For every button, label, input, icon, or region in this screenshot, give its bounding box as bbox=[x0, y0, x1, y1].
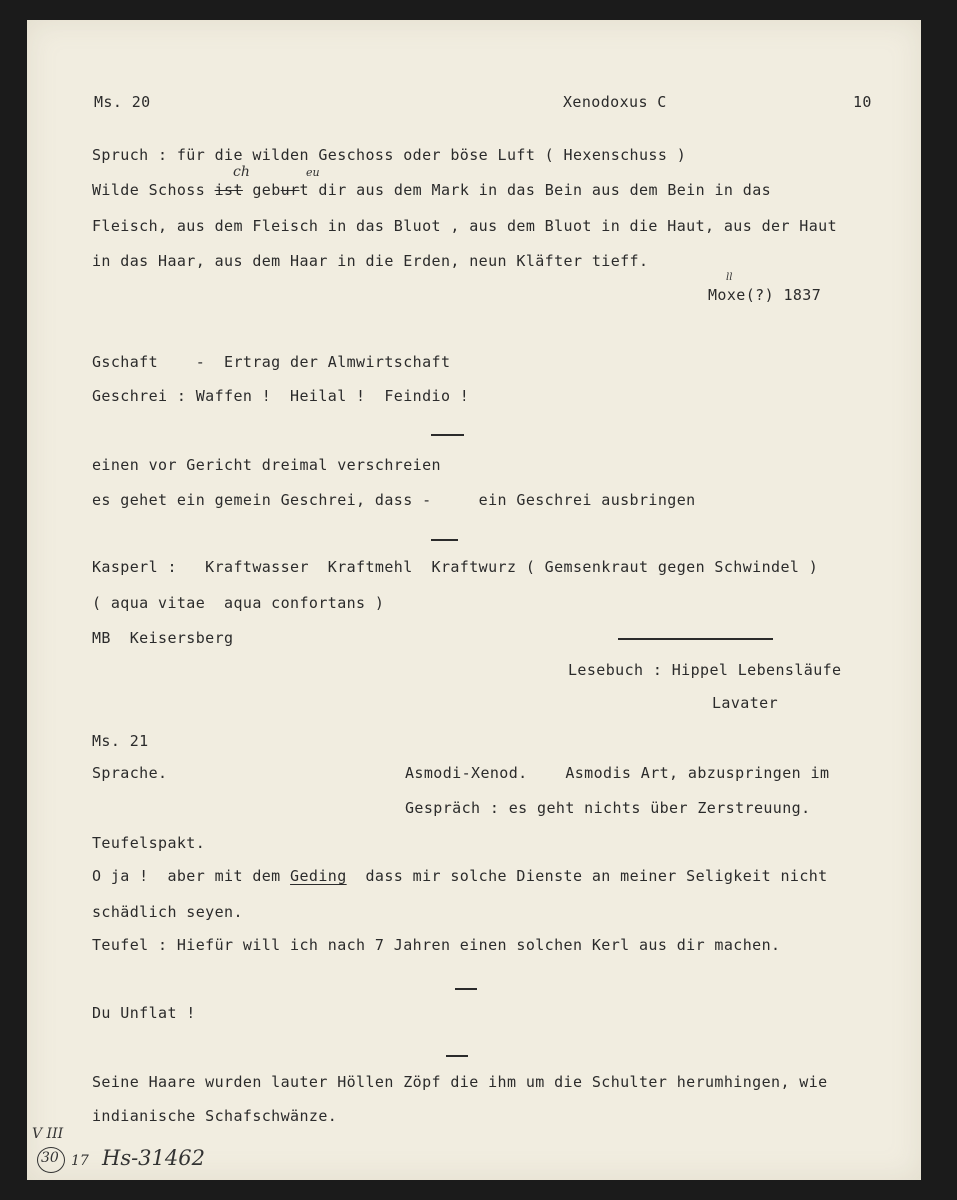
archive-number: 17 bbox=[71, 1153, 89, 1169]
section-divider bbox=[446, 1055, 468, 1057]
lesebuch-line: Lesebuch : Hippel Lebensläufe bbox=[568, 661, 842, 679]
haare-line-1: Seine Haare wurden lauter Höllen Zöpf die ihm um die Schulter herumhingen, wie bbox=[92, 1073, 828, 1091]
gschaft-line: Gschaft - Ertrag der Almwirtschaft bbox=[92, 353, 451, 371]
spruch-line-1: Wilde Schoss ist geburt dir aus dem Mark in das Bein aus dem Bein in das bbox=[92, 181, 772, 199]
manuscript-number-21: Ms. 21 bbox=[92, 732, 149, 750]
asmodi-line-1: Asmodi-Xenod. Asmodis Art, abzuspringen im bbox=[405, 764, 830, 782]
page-number: 10 bbox=[853, 93, 872, 111]
section-divider bbox=[455, 988, 477, 990]
teufel-line: Teufel : Hiefür will ich nach 7 Jahren einen solchen Kerl aus dir machen. bbox=[92, 936, 781, 954]
spruch-title: Spruch : für die wilden Geschoss oder böse Luft ( Hexenschuss ) bbox=[92, 146, 687, 164]
sprache-line: Sprache. bbox=[92, 764, 168, 782]
archive-circle-number: 30 bbox=[41, 1150, 59, 1166]
handwritten-insert-ch: ch bbox=[233, 164, 250, 180]
schaedlich-line: schädlich seyen. bbox=[92, 903, 243, 921]
handwritten-insert-source: ll bbox=[726, 272, 733, 283]
archive-roman-numeral: V III bbox=[32, 1126, 64, 1142]
section-divider bbox=[431, 434, 464, 436]
spruch-source: Moxe(?) 1837 bbox=[708, 286, 822, 304]
haare-line-2: indianische Schafschwänze. bbox=[92, 1107, 338, 1125]
spruch-line-2: Fleisch, aus dem Fleisch in das Bluot , aus dem Bluot in die Haut, aus der Haut bbox=[92, 217, 838, 235]
gericht-line-1: einen vor Gericht dreimal verschreien bbox=[92, 456, 441, 474]
unflat-line: Du Unflat ! bbox=[92, 1004, 196, 1022]
handwritten-insert-eu: eu bbox=[306, 166, 320, 179]
gericht-line-2: es gehet ein gemein Geschrei, dass - ein Geschrei ausbringen bbox=[92, 491, 696, 509]
mb-line: MB Keisersberg bbox=[92, 629, 234, 647]
page-title: Xenodoxus C bbox=[563, 93, 667, 111]
lavater-line: Lavater bbox=[712, 694, 779, 712]
archive-signature: Hs-31462 bbox=[102, 1146, 205, 1170]
kasperl-line-2: ( aqua vitae aqua confortans ) bbox=[92, 594, 385, 612]
teufelspakt-line: Teufelspakt. bbox=[92, 834, 206, 852]
oja-line: O ja ! aber mit dem Geding dass mir solche Dienste an meiner Seligkeit nicht bbox=[92, 867, 828, 885]
section-divider bbox=[431, 539, 458, 541]
asmodi-line-2: Gespräch : es geht nichts über Zerstreuung. bbox=[405, 799, 811, 817]
section-divider bbox=[618, 638, 773, 640]
geschrei-line: Geschrei : Waffen ! Heilal ! Feindio ! bbox=[92, 387, 470, 405]
manuscript-number: Ms. 20 bbox=[94, 93, 151, 111]
kasperl-line-1: Kasperl : Kraftwasser Kraftmehl Kraftwurz ( Gemsenkraut gegen Schwindel ) bbox=[92, 558, 819, 576]
spruch-line-3: in das Haar, aus dem Haar in die Erden, neun Kläfter tieff. bbox=[92, 252, 649, 270]
